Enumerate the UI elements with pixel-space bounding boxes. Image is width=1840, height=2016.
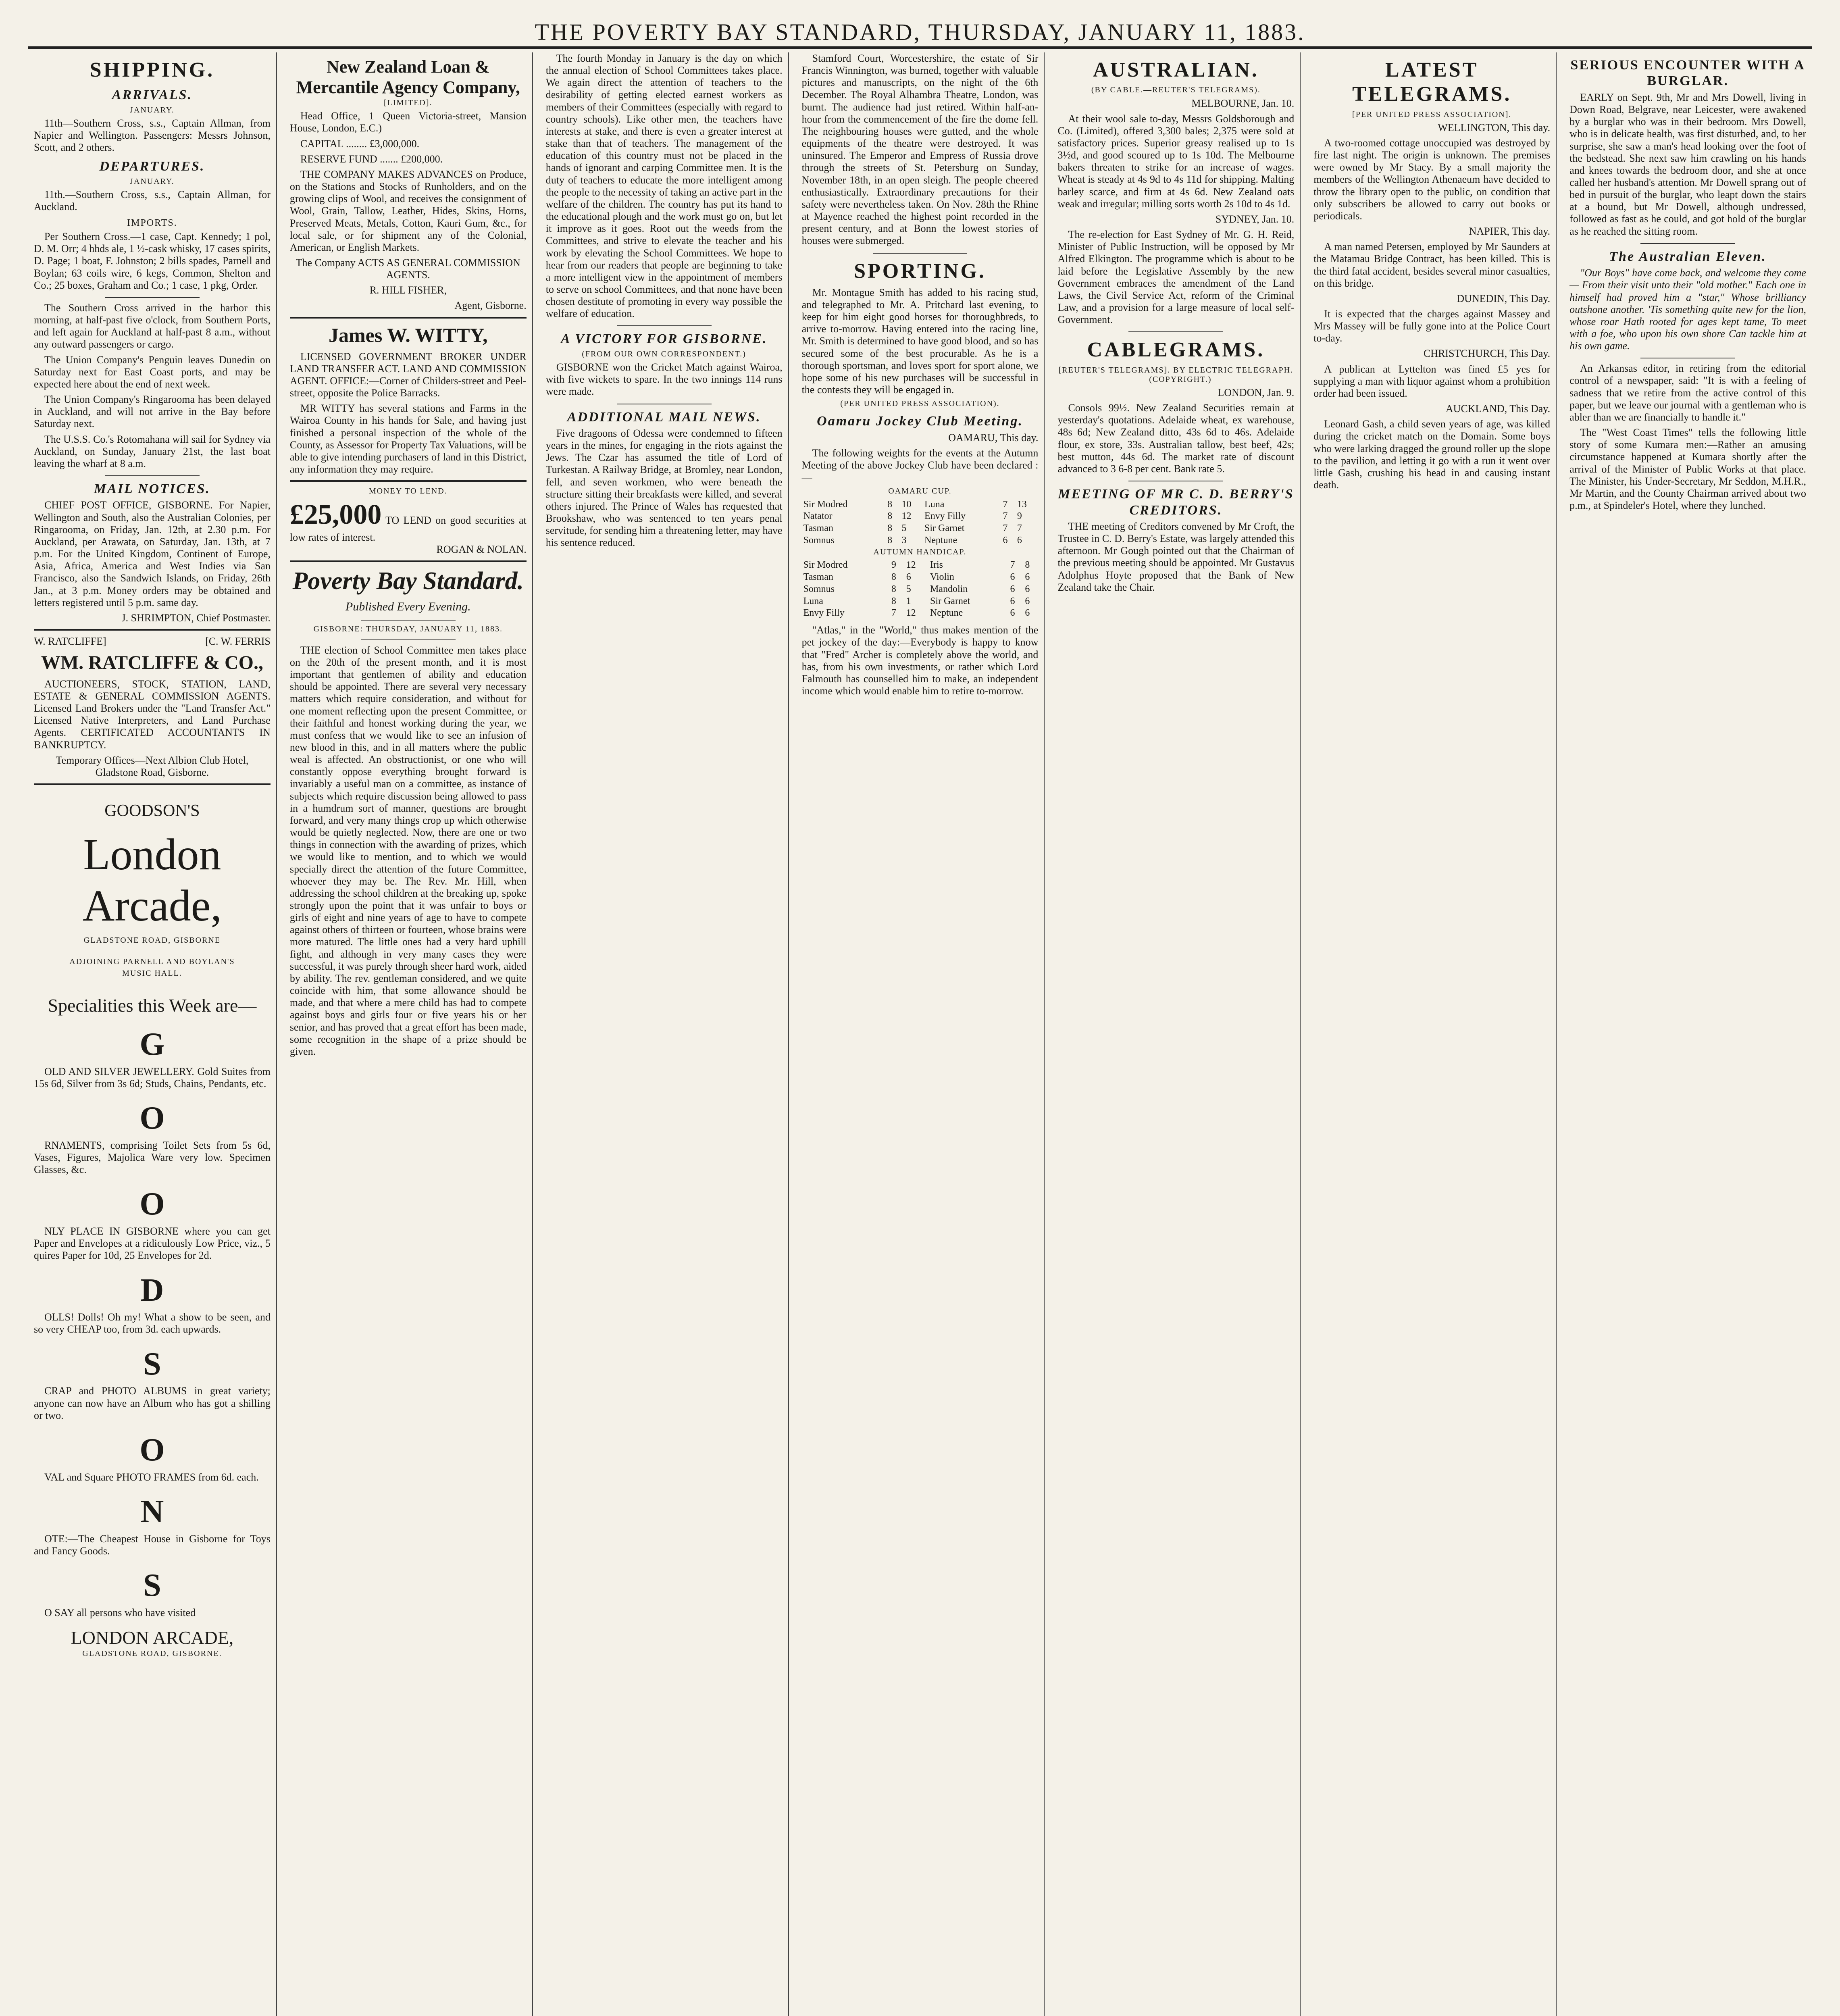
burglar-text: EARLY on Sept. 9th, Mr and Mrs Dowell, living in Down Road, Belgrave, near Leicester, were awakened by a burglar who was in their bedroom. Mrs Dowell, who is in delicate health, was first disturbed, and, to her surprise, she saw a man's head looking over the foot of the bedstead. She next saw him crawling on his hands and knees towards the bedroom door, and she at once called her husband's attention. Mr Dowell sprang out of bed in pursuit of the burglar, who leapt down the stairs at a bound, but Mr Dowell, although undressed, followed as fast as he could, and got hold of the burglar as he reached the sitting room. [1569, 91, 1807, 237]
arcade-item-letter: S [143, 1346, 161, 1382]
table-cell: 7 [1003, 511, 1008, 522]
table-cell: 8 [1025, 560, 1030, 571]
table-cell: 5 [901, 523, 907, 534]
table-cell: 9 [891, 560, 896, 571]
columns [28, 52, 1812, 2016]
column-1 [28, 52, 277, 2016]
latest-sub: [PER UNITED PRESS ASSOCIATION]. [1352, 110, 1512, 119]
london-text: Consols 99½. New Zealand Securities remain at yesterday's quotations. Adelaide wheat, ex warehouse, 48s 6d; New Zealand ditto, 43s 6d to 46s. Adelaide flour, ex store, 33s. Australian tallow, best beef, 42s; best mutton, 44s 6d. The market rate of discount advanced to 3 6-8 per cent. Bank rate 5. [1057, 402, 1295, 475]
shipping-notice-2: The Union Company's Penguin leaves Dunedin on Saturday next for East Coast ports, and may be expected here about the end of next week. [34, 354, 271, 390]
eleven-poem: "Our Boys" have come back, and welcome they come— From their visit unto their "old mother." Each one in himself had proved him a "star," Whose brilliancy outshone another. 'Tis something quite new for the lion, whose roar Hath rooted for ages kept tame, To meet with a foe, who upon his own shore Can tackle him at his own game. [1569, 267, 1807, 352]
cablegrams-sub: [REUTER'S TELEGRAMS]. BY ELECTRIC TELEGRAPH.—(COPYRIGHT.) [1058, 365, 1294, 384]
ratcliffe-text: AUCTIONEERS, STOCK, STATION, LAND, ESTATE & GENERAL COMMISSION AGENTS. Licensed Land Brokers under the "Land Transfer Act." Licensed Native Interpreters, and Land Purchase Agents. CERTIFICATED ACCOUNTANTS IN BANKRUPTCY. [34, 678, 271, 751]
victory-sub: (FROM OUR OWN CORRESPONDENT.) [582, 349, 746, 358]
divider [361, 620, 456, 621]
column-6 [1308, 52, 1557, 2016]
arcade-item-letter: D [140, 1272, 164, 1308]
arcade-item-text: OLLS! Dolls! Oh my! What a show to be seen, and so very CHEAP too, from 3d. each upwards. [34, 1311, 271, 1335]
column-4 [796, 52, 1045, 2016]
london-arcade-title: London Arcade, [82, 829, 222, 931]
editorial: THE election of School Committee men takes place on the 20th of the present month, and it is most important that gentlemen of ability and education should be appointed. There are several very necessary matters which require consideration, and without for one moment reflecting upon the present Committee, or their faithful and honest working during the year, we must confess that we would like to see an infusion of new blood in this, and in all matters where the public weal is affected. An obstructionist, or one who will constantly oppose everything brought forward is invariably a useful man on a committee, as instance of subjects which require discussion being allowed to pass in a humdrum sort of manner, questions are brought forward, and very many things crop up which otherwise would be quietly neglected. Now, there are one or two things in connection with the awarding of prizes, which we would like to mention, and to which we would specially direct the attention of the future Committee, whoever they may be. The Rev. Mr. Hill, when addressing the school children at the breaking up, spoke strongly upon the point that it was unfair to boys or girls of eight and nine years of age to have to compete against others of thirteen or fourteen, whose brains were more matured. The little ones had a very hard uphill fight, and although in very many cases they were successful, it was purely through sheer hard work, aided by ability. The rev. gentleman considered, and we quite coincide with him, that some allowance should be made, and that where a mere child has had to compete against boys and girls four or five years his or her senior, and has proved that a great effort has been made, some recognition in the shape of a prize should be given. [289, 644, 527, 1057]
table-row [802, 571, 1039, 583]
latest-heading: LATEST TELEGRAMS. [1352, 58, 1512, 106]
table-row [802, 607, 1039, 619]
christchurch-text: A publican at Lyttelton was fined £5 yes for supplying a man with liquor against whom a prohibition order had been issued. [1313, 363, 1551, 399]
column-4-outro: "Atlas," in the "World," thus makes mention of the pet jockey of the day:—Everybody is happy to know that "Fred" Archer is completely above the world, and has, from his own investments, or rather which Lord Falmouth has counselled him to make, an independent income which would enable him to retire to-morrow. [801, 624, 1039, 697]
autumn-table [802, 559, 1039, 619]
money-amount: £25,000 [289, 499, 382, 531]
napier-text: A man named Petersen, employed by Mr Saunders at the Matamau Bridge Contract, has been killed. This is the third fatal accident, besides several minor casualties, on this bridge. [1313, 241, 1551, 289]
table-cell: 8 [887, 511, 893, 522]
firm-right: [C. W. FERRIS [205, 635, 271, 647]
shipping-heading: SHIPPING. [90, 58, 215, 81]
table-cell: Neptune [924, 535, 957, 546]
eleven-heading: The Australian Eleven. [1609, 249, 1767, 264]
published-line: Published Every Evening. [345, 600, 471, 613]
nzloan-heading: New Zealand Loan & Mercantile Agency Company, [296, 57, 520, 98]
departures-heading: DEPARTURES. [99, 159, 205, 174]
victory-text: GISBORNE won the Cricket Match against Wairoa, with five wickets to spare. In the two innings 114 runs were made. [545, 361, 783, 398]
divider [290, 560, 527, 562]
table-cell: 7 [1010, 560, 1015, 571]
column-4-body: Stamford Court, Worcestershire, the estate of Sir Francis Winnington, was burned, together with valuable pictures and manuscripts, on the night of the 6th December. The Royal Alhambra Theatre, London, was burnt. The audience had just retired. Within half-an-hour from the commencement of the fire the dome fell. The neighbouring houses were gutted, and the whole equipments of the theatre were destroyed. It was uninsured. The Emperor and Empress of Russia drove through the streets of St. Petersburg on Sunday, November 18th, in an open sleigh. The people cheered enthusiastically. Extraordinary precautions for their safety were nevertheless taken. On Nov. 28th the Rhine at Mayence reached the highest point recorded in the present century, and at Bonn the lowest stories of houses were submerged. [801, 52, 1039, 247]
fisher-role: Agent, Gisborne. [454, 300, 527, 312]
table-row [802, 596, 1039, 608]
table-cell: 7 [1003, 523, 1008, 534]
nzloan-limited: [LIMITED]. [384, 98, 433, 108]
divider [290, 480, 527, 482]
table-cell: Sir Modred [803, 499, 848, 510]
nzloan-head-office: Head Office, 1 Queen Victoria-street, Mansion House, London, E.C.) [289, 110, 527, 134]
table-cell: Tasman [803, 571, 833, 582]
firm-names [34, 635, 271, 648]
arrival-entry: 11th—Southern Cross, s.s., Captain Allman, from Napier and Wellington. Passengers: Messrs Johnson, Scott, and 2 others. [34, 117, 271, 154]
table-cell: 10 [901, 499, 912, 510]
table-row [802, 499, 1039, 511]
nzloan-text: THE COMPANY MAKES ADVANCES on Produce, on the Stations and Stocks of Runholders, and on the growing clips of Wool, and receives the consignment of Wool, Grain, Tallow, Leather, Hides, Skins, Horns, Preserved Meats, Metals, Cotton, Kauri Gum, &c., for local sale, or for shipment any of the Colonial, American, or English Markets. [289, 168, 527, 253]
table-row [802, 559, 1039, 571]
table-cell: 8 [891, 571, 896, 582]
arcade-item-letter: N [140, 1493, 164, 1529]
fisher-name: R. HILL FISHER, [369, 284, 447, 296]
dateline: GISBORNE: THURSDAY, JANUARY 11, 1883. [313, 624, 503, 633]
table-cell: Sir Garnet [930, 596, 970, 606]
arkansas-text: An Arkansas editor, in retiring from the editorial control of a newspaper, said: "It is with a feeling of sadness that we retire from the active control of this paper, but we leave our journal with a gentleman who is abler than we are financially to handle it." [1569, 362, 1807, 423]
cablegrams-heading: CABLEGRAMS. [1087, 338, 1265, 362]
witty-text: LICENSED GOVERNMENT BROKER UNDER LAND TRANSFER ACT. LAND AND COMMISSION AGENT. OFFICE:—Corner of Childers-street and Peel-street, opposite the Police Barracks. [289, 350, 527, 399]
sporting-text: Mr. Montague Smith has added to his racing stud, and telegraphed to Mr. A. Pritchard last evening, to keep for him eight good horses for thoroughbreds, to arrive to-morrow. Having entered into the racing line, Mr. Smith is determined to have good blood, and so has secured some of the best procurable. As he is a thorough sportsman, and loves sport for sport alone, we hope some of his new purchases will be successful in the contests they will be engaged in. [801, 286, 1039, 396]
arcade-item-text: VAL and Square PHOTO FRAMES from 6d. each. [44, 1471, 259, 1483]
divider [1128, 331, 1223, 332]
melbourne-text: At their wool sale to-day, Messrs Goldsborough and Co. (Limited), offered 3,300 bales; 2,375 were sold at satisfactory prices. Superior greasy realised up to 1s 3½d, and good scoured up to 1s 10d. The Melbourne bakers threaten to strike for an increase of wages. Wheat is steady at 4s 9d to 4s 11d for shipping. Malting barley scarce, and firm at 4s 6d. New Zealand oats weak and irregular; milling sorts worth 2s 10d to 4s 1d. [1057, 112, 1295, 210]
money-heading: MONEY TO LEND. [368, 487, 448, 496]
money-firm: ROGAN & NOLAN. [436, 543, 527, 555]
table-cell: Mandolin [930, 583, 968, 594]
witty-heading: James W. WITTY, [328, 323, 488, 346]
table-cell: 6 [1010, 608, 1015, 619]
table-cell: Envy Filly [803, 608, 845, 619]
arcade-item-letter: O [139, 1100, 165, 1136]
arrivals-month: JANUARY. [130, 105, 175, 115]
table-cell: Sir Modred [803, 560, 848, 571]
sydney-dateline: SYDNEY, Jan. 10. [1216, 213, 1295, 225]
paper-title: Poverty Bay Standard. [292, 567, 524, 595]
masthead-title: THE POVERTY BAY STANDARD, THURSDAY, JANUARY 11, 1883. [535, 19, 1305, 45]
table-cell: 7 [891, 608, 896, 619]
table-cell: 6 [1010, 571, 1015, 582]
ratcliffe-heading: WM. RATCLIFFE & CO., [41, 652, 263, 674]
money-text: TO LEND on good securities at low rates of interest. [289, 514, 527, 543]
table-cell: 6 [1025, 596, 1030, 606]
table-cell: 12 [906, 560, 916, 571]
shipping-notice-1: The Southern Cross arrived in the harbor this morning, at half-past five o'clock, from Southern Ports, and left again for Auckland at half-past 8 a.m., without any outward passengers or cargo. [34, 302, 271, 350]
meeting-heading: MEETING OF MR C. D. BERRY'S CREDITORS. [1058, 487, 1294, 518]
table-cell: 6 [1025, 571, 1030, 582]
table-row [802, 583, 1039, 596]
table-cell: Somnus [803, 583, 835, 594]
divider [1640, 243, 1735, 244]
table-cell: 6 [1017, 535, 1022, 546]
nzloan-reserve: RESERVE FUND ....... £200,000. [300, 153, 443, 165]
table-row [802, 535, 1039, 547]
table-row [802, 523, 1039, 535]
table-cell: Luna [803, 596, 823, 606]
imports-text: Per Southern Cross.—1 case, Capt. Kennedy; 1 pol, D. M. Orr; 4 hhds ale, 1 ½-cask whisky, 17 cases spirits, D. Page; 1 boat, F. Johnston; 2 bills spades, Parnell and Boylan; 63 coils wire, 6 kegs, Common, Shelton and Co.; 25 boxes, Graham and Co.; 1 case, 1 pkg, Order. [34, 231, 271, 291]
divider [34, 783, 271, 785]
arcade-item-text: OTE:—The Cheapest House in Gisborne for Toys and Fancy Goods. [34, 1533, 271, 1557]
table-cell: 6 [1025, 608, 1030, 619]
table-cell: Violin [930, 571, 954, 582]
nzloan-agents: The Company ACTS AS GENERAL COMMISSION AGENTS. [296, 256, 520, 281]
cup-table [802, 499, 1039, 547]
arcade-item-text: O SAY all persons who have visited [44, 1606, 196, 1618]
arcade-closing-address: GLADSTONE ROAD, GISBORNE. [82, 1649, 222, 1658]
shipping-notice-3: The Union Company's Ringarooma has been delayed in Auckland, and will not arrive in the Bay before Saturday next. [34, 394, 271, 430]
table-cell: 8 [891, 596, 896, 606]
arcade-address: GLADSTONE ROAD, GISBORNE [83, 935, 221, 945]
table-cell: 8 [887, 523, 893, 534]
table-cell: 13 [1017, 499, 1027, 510]
divider [290, 317, 527, 319]
australian-sub: (BY CABLE.—REUTER'S TELEGRAMS). [1091, 85, 1261, 95]
column-3-body: The fourth Monday in January is the day on which the annual election of School Committees takes place. We again direct the attention of teachers to the desirability of getting elected earnest workers as members of their Committees (especially with regard to country schools). Like other men, the teachers have interests at stake, and there is even a greater interest at stake than that of teachers. The management of the education of this country must not be placed in the hands of ignorant and carping Committee men. It is the duty of teachers to educate the more intelligent among the people to the necessity of taking an active part in the welfare of the children. The country has put its hand to the educational plough and the work must go on, but let it improve as it goes. Root out the weeds from the Committees, and strive to elevate the teacher and his work by elevating the School Committees. We hope to hear from our readers that people are beginning to take a more intelligent view in the appointment of members to serve on school Committees, and that none have been chosen destitute of promoting in every way possible the welfare of education. [545, 52, 783, 320]
table-cell: 8 [887, 499, 893, 510]
arcade-music-hall: MUSIC HALL. [122, 969, 182, 978]
divider [105, 475, 200, 476]
table-cell: 6 [1010, 583, 1015, 594]
west-coast-text: The "West Coast Times" tells the following little story of some Kumara men:—Rather an amusing circumstance happened at Kumara shortly after the arrival of the Minister of Public Works at that place. The Minister, his Under-Secretary, Mr Seddon, M.H.R., Mr Martin, and the County Chairman arrived about two p.m., at Spindeler's Hotel, where they lunched. [1569, 427, 1807, 511]
table-cell: 6 [1025, 583, 1030, 594]
oamaru-text: The following weights for the events at the Autumn Meeting of the above Jockey Club have been declared :— [801, 447, 1039, 483]
auckland-text: Leonard Gash, a child seven years of age, was killed during the cricket match on the Domain. Some boys who were larking dragged the ground roller up the slope to the pavilion, and letting it go with a run it went over little Gash, crushing his head in and causing instant death. [1313, 418, 1551, 491]
cup-heading: OAMARU CUP. [888, 487, 952, 496]
table-cell: 7 [1017, 523, 1022, 534]
shipping-notice-4: The U.S.S. Co.'s Rotomahana will sail for Sydney via Auckland, on Sunday, January 21st, the last boat leaving the wharf at 8 a.m. [34, 433, 271, 469]
column-2 [284, 52, 533, 2016]
sydney-text: The re-election for East Sydney of Mr. G. H. Reid, Minister of Public Instruction, will be opposed by Mr Alfred Elkington. The programme which is about to be laid before the Legislative Assembly by the new Government embraces the amendment of the Land Laws, the Civil Service Act, reform of the Criminal Law, and a provision for a large measure of local self-Government. [1057, 229, 1295, 326]
column-5 [1052, 52, 1301, 2016]
ratcliffe-offices: Temporary Offices—Next Albion Club Hotel, Gladstone Road, Gisborne. [56, 754, 249, 778]
press-credit: (PER UNITED PRESS ASSOCIATION). [840, 399, 1000, 408]
burglar-headline: SERIOUS ENCOUNTER WITH A BURGLAR. [1570, 58, 1805, 89]
table-cell: Envy Filly [924, 511, 966, 522]
table-cell: 7 [1003, 499, 1008, 510]
table-cell: Natator [803, 511, 833, 522]
table-cell: 6 [1003, 535, 1008, 546]
arcade-items [34, 1026, 271, 1619]
column-7 [1564, 52, 1812, 2016]
arcade-item-text: RNAMENTS, comprising Toilet Sets from 5s 6d, Vases, Figures, Majolica Ware very low. Specimen Glasses, &c. [34, 1139, 271, 1176]
oamaru-heading: Oamaru Jockey Club Meeting. [817, 414, 1023, 429]
wellington-dateline: WELLINGTON, This day. [1438, 121, 1551, 133]
arrivals-heading: ARRIVALS. [112, 87, 193, 103]
victory-heading: A VICTORY FOR GISBORNE. [560, 331, 768, 347]
auckland-dateline: AUCKLAND, This Day. [1445, 403, 1551, 415]
arcade-item-letter: G [139, 1026, 165, 1062]
oamaru-date: OAMARU, This day. [948, 431, 1039, 444]
dunedin-dateline: DUNEDIN, This Day. [1457, 292, 1551, 304]
mailnews-heading: ADDITIONAL MAIL NEWS. [567, 409, 761, 425]
imports-heading: IMPORTS. [127, 218, 177, 229]
divider [361, 639, 456, 640]
table-cell: 12 [906, 608, 916, 619]
arcade-item-letter: S [143, 1567, 161, 1603]
london-dateline: LONDON, Jan. 9. [1218, 387, 1295, 398]
australian-heading: AUSTRALIAN. [1093, 58, 1259, 81]
arcade-item-text: NLY PLACE IN GISBORNE where you can get Paper and Envelopes at a ridiculously Low Price, viz., 5 quires Paper for 10d, 25 Envelopes for 2d. [34, 1225, 271, 1262]
masthead [28, 16, 1812, 49]
mail-text: CHIEF POST OFFICE, GISBORNE. For Napier, Wellington and South, also the Australian Colonies, per Ringarooma, on Friday, Jan. 12th, at 2.30 p.m. For Auckland, per Arawata, on Saturday, Jan. 13th, at 7 p.m. For the United Kingdom, Continent of Europe, Asia, Africa, America and West Indies via San Francisco, also the Sandwich Islands, on Friday, 26th Jan., at 3 p.m. Money orders may be obtained and letters registered until 5 p.m. same day. [34, 499, 271, 608]
column-3 [540, 52, 789, 2016]
arcade-item-text: CRAP and PHOTO ALBUMS in great variety; anyone can now have an Album who has got a shilling or two. [34, 1385, 271, 1421]
autumn-heading: AUTUMN HANDICAP. [873, 547, 967, 556]
table-cell: Luna [924, 499, 945, 510]
dunedin-text: It is expected that the charges against Massey and Mrs Massey will be fully gone into at the Police Court to-day. [1313, 308, 1551, 344]
table-cell: 8 [891, 583, 896, 594]
table-cell: Neptune [930, 608, 963, 619]
divider [873, 253, 968, 254]
table-cell: 6 [1010, 596, 1015, 606]
witty-body: MR WITTY has several stations and Farms in the Wairoa County in his hands for Sale, and having just finished a personal inspection of the whole of the County, as Assessor for Property Tax Valuations, will be able to give intending purchasers of land in this District, any information they may require. [289, 402, 527, 475]
mailnews-text: Five dragoons of Odessa were condemned to fifteen years in the mines, for engaging in the riots against the Jews. The Czar has assumed the title of Lord of Turkestan. A Railway Bridge, at Bromley, near London, fell, and seven workmen, who were beneath the structure sitting their breakfasts were killed, and several others injured. The Prince of Wales has requested that Brookshaw, who was sentenced to ten years penal servitude, for sending him a threatening letter, may have his sentence reduced. [545, 427, 783, 549]
table-cell: 6 [906, 571, 911, 582]
mail-sign: J. SHRIMPTON, Chief Postmaster. [121, 612, 271, 624]
firm-left: W. RATCLIFFE] [34, 635, 106, 647]
arcade-item-letter: O [139, 1432, 165, 1468]
table-cell: Iris [930, 560, 943, 571]
meeting-text: THE meeting of Creditors convened by Mr Croft, the Trustee in C. D. Berry's Estate, was largely attended this afternoon. Mr Gough pointed out that the Chairman of the previous meeting should be appointed. Mr Gustavus Adolphus Hoyte proposed that the Bank of New Zealand take the Chair. [1057, 520, 1295, 593]
table-cell: 8 [887, 535, 893, 546]
table-cell: 9 [1017, 511, 1022, 522]
table-cell: Tasman [803, 523, 833, 534]
arcade-closing: LONDON ARCADE, [71, 1627, 234, 1648]
divider [34, 629, 271, 631]
table-cell: Somnus [803, 535, 835, 546]
arcade-item-letter: O [139, 1186, 165, 1222]
table-cell: 1 [906, 596, 911, 606]
wellington-text: A two-roomed cottage unoccupied was destroyed by fire last night. The origin is unknown. The premises were owned by Mr Stacy. By a small majority the members of the Wellington Athenaeum have decided to throw the library open to the public, on condition that only subscribers be allowed to carry out books or periodicals. [1313, 137, 1551, 222]
napier-dateline: NAPIER, This day. [1469, 225, 1551, 237]
mail-notices-heading: MAIL NOTICES. [94, 481, 210, 496]
arcade-item-text: OLD AND SILVER JEWELLERY. Gold Suites from 15s 6d, Silver from 3s 6d; Studs, Chains, Pendants, etc. [34, 1065, 271, 1089]
christchurch-dateline: CHRISTCHURCH, This Day. [1423, 348, 1551, 360]
money-ad [290, 498, 527, 543]
departure-entry: 11th.—Southern Cross, s.s., Captain Allman, for Auckland. [34, 189, 271, 213]
divider [617, 325, 712, 326]
nzloan-capital: CAPITAL ........ £3,000,000. [300, 137, 420, 150]
table-cell: Sir Garnet [924, 523, 965, 534]
table-cell: 12 [901, 511, 912, 522]
divider [105, 297, 200, 298]
goodsons: GOODSON'S [104, 802, 200, 821]
table-cell: 3 [901, 535, 907, 546]
table-row [802, 510, 1039, 523]
specialities: Specialities this Week are— [48, 995, 257, 1016]
melbourne-dateline: MELBOURNE, Jan. 10. [1191, 97, 1295, 109]
table-cell: 5 [906, 583, 911, 594]
arcade-adjoining: ADJOINING PARNELL AND BOYLAN'S [69, 957, 235, 966]
departures-month: JANUARY. [130, 177, 175, 186]
sporting-heading: SPORTING. [854, 259, 986, 283]
